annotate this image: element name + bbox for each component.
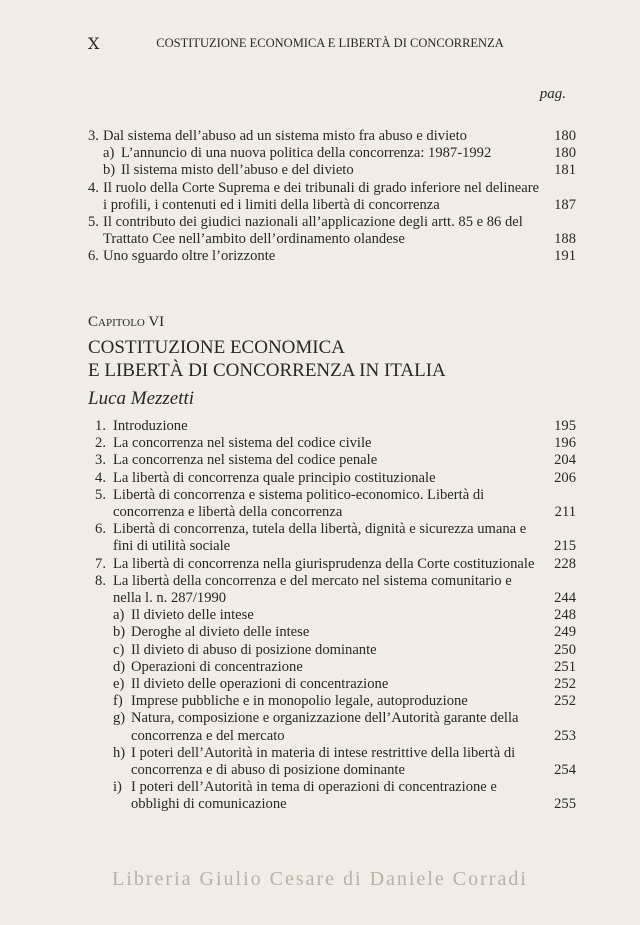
entry-title: La concorrenza nel sistema del codice penale bbox=[113, 452, 378, 469]
entry-page: 251 bbox=[554, 658, 576, 675]
chapter-author: Luca Mezzetti bbox=[88, 388, 195, 409]
entry-page: 252 bbox=[554, 693, 576, 710]
toc-entry bbox=[88, 145, 576, 162]
toc-entry bbox=[88, 435, 576, 452]
chapter-title-line-2: E LIBERTÀ DI CONCORRENZA IN ITALIA bbox=[88, 360, 446, 381]
entry-page: 252 bbox=[554, 676, 576, 693]
page-column-label: pag. bbox=[539, 86, 566, 102]
entry-page: 250 bbox=[554, 641, 576, 658]
toc-entry bbox=[88, 607, 576, 624]
chapter-title bbox=[88, 336, 446, 382]
entry-page: 195 bbox=[554, 418, 576, 434]
entry-number: 4. bbox=[95, 469, 106, 486]
entry-number: a) bbox=[103, 145, 115, 162]
entry-title: Libertà di concorrenza e sistema politico-economico. Libertà di concorrenza e libertà della concorrenza bbox=[113, 486, 485, 521]
entry-page: 180 bbox=[554, 128, 576, 144]
toc-entry bbox=[88, 659, 576, 676]
entry-title: La libertà della concorrenza e del mercato nel sistema comunitario e nella l. n. 287/1990 bbox=[113, 572, 512, 607]
entry-title: Deroghe al divieto delle intese bbox=[131, 624, 310, 641]
toc-entry bbox=[88, 487, 576, 521]
entry-number: c) bbox=[113, 641, 125, 658]
entry-number: 8. bbox=[95, 572, 106, 589]
entry-title: Il contributo dei giudici nazionali all’applicazione degli artt. 85 e 86 del Trattato Cee nell’ambito dell’ordinamento olandese bbox=[103, 214, 523, 248]
toc-entry bbox=[88, 521, 576, 555]
toc-chapter-vi bbox=[88, 418, 576, 814]
entry-page: 204 bbox=[554, 452, 576, 469]
entry-page: 180 bbox=[554, 145, 576, 162]
toc-entry bbox=[88, 418, 576, 435]
running-header bbox=[0, 36, 640, 56]
entry-title: Il sistema misto dell’abuso e del divieto bbox=[121, 162, 354, 179]
toc-entry bbox=[88, 693, 576, 710]
toc-entry bbox=[88, 556, 576, 573]
entry-number: e) bbox=[113, 676, 125, 693]
toc-entry bbox=[88, 162, 576, 179]
toc-entry bbox=[88, 128, 576, 145]
entry-page: 187 bbox=[554, 196, 576, 213]
entry-number: d) bbox=[113, 658, 126, 675]
entry-number: 6. bbox=[88, 248, 99, 265]
entry-number: b) bbox=[103, 162, 116, 179]
toc-entry bbox=[88, 214, 576, 248]
toc-entry bbox=[88, 745, 576, 779]
toc-entry bbox=[88, 676, 576, 693]
entry-page: 255 bbox=[554, 796, 576, 813]
entry-title: La concorrenza nel sistema del codice civile bbox=[113, 435, 372, 452]
entry-number: 5. bbox=[88, 214, 99, 231]
entry-number: a) bbox=[113, 607, 125, 624]
entry-title: Il divieto delle operazioni di concentrazione bbox=[131, 676, 389, 693]
entry-number: i) bbox=[113, 779, 122, 796]
entry-page: 206 bbox=[554, 469, 576, 486]
entry-number: f) bbox=[113, 693, 123, 710]
entry-title: Introduzione bbox=[113, 418, 188, 434]
entry-page: 253 bbox=[554, 727, 576, 744]
entry-page: 244 bbox=[554, 590, 576, 607]
toc-previous-chapter bbox=[88, 128, 576, 266]
entry-number: 7. bbox=[95, 555, 106, 572]
chapter-title-line-1: COSTITUZIONE ECONOMICA bbox=[88, 337, 346, 358]
entry-number: 3. bbox=[88, 128, 99, 144]
entry-number: 1. bbox=[95, 418, 106, 434]
page-folio: X bbox=[88, 34, 100, 53]
watermark: Libreria Giulio Cesare di Daniele Corradi bbox=[112, 868, 528, 890]
entry-title: L’annuncio di una nuova politica della concorrenza: 1987-1992 bbox=[121, 145, 492, 162]
toc-entry bbox=[88, 573, 576, 607]
entry-title: Il divieto delle intese bbox=[131, 607, 254, 624]
entry-number: 4. bbox=[88, 179, 99, 196]
entry-page: 254 bbox=[554, 762, 576, 779]
entry-title: Uno sguardo oltre l’orizzonte bbox=[103, 248, 276, 265]
entry-number: 6. bbox=[95, 521, 106, 538]
toc-entry bbox=[88, 642, 576, 659]
toc-entry bbox=[88, 248, 576, 265]
entry-page: 211 bbox=[554, 504, 576, 521]
entry-title: Il divieto di abuso di posizione dominante bbox=[131, 641, 377, 658]
entry-page: 249 bbox=[554, 624, 576, 641]
entry-number: 5. bbox=[95, 486, 106, 503]
entry-title: I poteri dell’Autorità in materia di intese restrittive della libertà di concorrenza e di abuso di posizione dominante bbox=[131, 744, 516, 779]
entry-title: Libertà di concorrenza, tutela della libertà, dignità e sicurezza umana e fini di utilità sociale bbox=[113, 521, 527, 555]
toc-entry bbox=[88, 180, 576, 214]
entry-number: h) bbox=[113, 744, 126, 761]
entry-page: 196 bbox=[554, 435, 576, 452]
chapter-label: Capitolo VI bbox=[88, 314, 165, 330]
entry-title: I poteri dell’Autorità in tema di operazioni di concentrazione e obblighi di comunicazione bbox=[131, 779, 497, 813]
toc-entry bbox=[88, 470, 576, 487]
entry-page: 181 bbox=[554, 162, 576, 179]
entry-title: Operazioni di concentrazione bbox=[131, 658, 303, 675]
entry-title: Imprese pubbliche e in monopolio legale, autoproduzione bbox=[131, 693, 468, 710]
entry-number: 2. bbox=[95, 435, 106, 452]
entry-page: 188 bbox=[554, 231, 576, 248]
entry-page: 215 bbox=[554, 538, 576, 555]
entry-title: Il ruolo della Corte Suprema e dei tribunali di grado inferiore nel delineare i profili, i contenuti ed i limiti della libertà di concorrenza bbox=[103, 179, 540, 213]
entry-page: 228 bbox=[554, 555, 576, 572]
entry-number: 3. bbox=[95, 452, 106, 469]
entry-page: 248 bbox=[554, 607, 576, 624]
toc-entry bbox=[88, 779, 576, 813]
entry-title: La libertà di concorrenza nella giurisprudenza della Corte costituzionale bbox=[113, 555, 535, 572]
entry-number: b) bbox=[113, 624, 126, 641]
entry-title: Natura, composizione e organizzazione dell’Autorità garante della concorrenza e del mercato bbox=[131, 710, 519, 744]
entry-page: 191 bbox=[554, 248, 576, 265]
toc-entry bbox=[88, 624, 576, 641]
entry-title: Dal sistema dell’abuso ad un sistema misto fra abuso e divieto bbox=[103, 128, 467, 144]
running-title: COSTITUZIONE ECONOMICA E LIBERTÀ DI CONCORRENZA bbox=[156, 36, 504, 50]
toc-entry bbox=[88, 452, 576, 469]
entry-number: g) bbox=[113, 710, 126, 727]
entry-title: La libertà di concorrenza quale principio costituzionale bbox=[113, 469, 436, 486]
toc-entry bbox=[88, 710, 576, 744]
